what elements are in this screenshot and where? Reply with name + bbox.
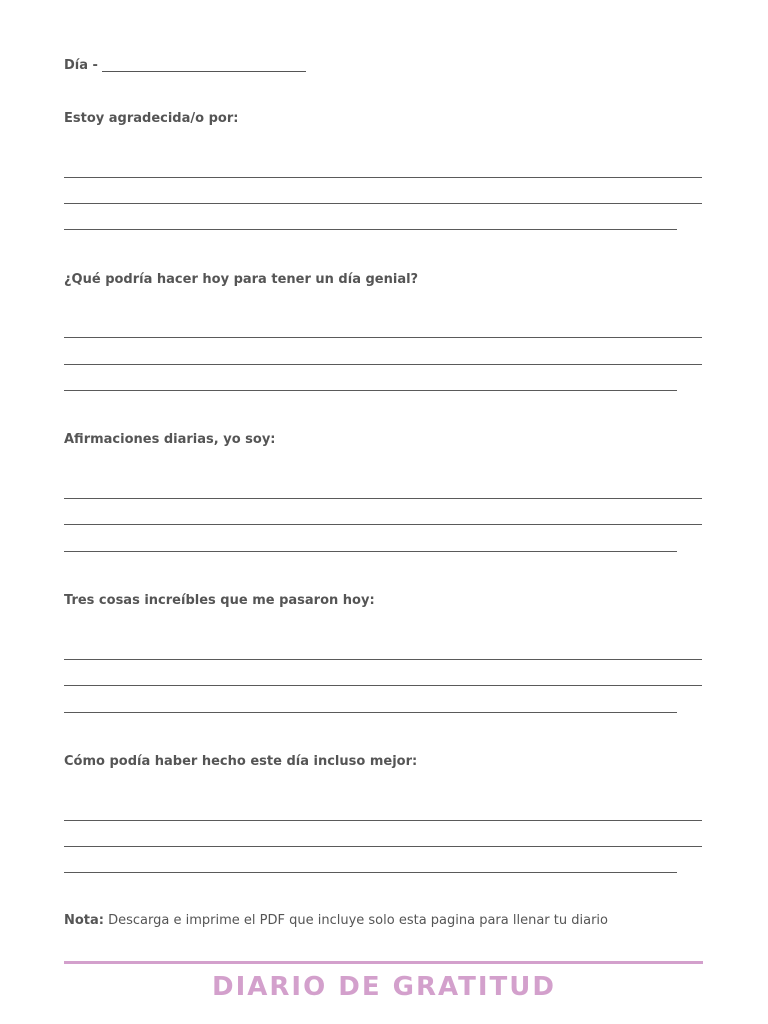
section-5-line-3[interactable] [64, 872, 677, 873]
section-1-line-1[interactable] [64, 177, 702, 178]
note-label: Nota: [64, 913, 104, 928]
section-3-line-2[interactable] [64, 524, 702, 525]
section-1-prompt: Estoy agradecida/o por: [64, 111, 239, 126]
section-4-line-1[interactable] [64, 659, 702, 660]
section-2-line-1[interactable] [64, 337, 702, 338]
section-2-line-2[interactable] [64, 364, 702, 365]
date-input-line[interactable] [102, 71, 306, 72]
footer-title: DIARIO DE GRATITUD [212, 972, 556, 1002]
note-body: Descarga e imprime el PDF que incluye solo esta pagina para llenar tu diario [104, 913, 608, 928]
section-4-prompt: Tres cosas increíbles que me pasaron hoy: [64, 593, 375, 608]
section-2-prompt: ¿Qué podría hacer hoy para tener un día genial? [64, 272, 419, 287]
section-1-line-2[interactable] [64, 203, 702, 204]
date-label: Día - [64, 58, 98, 73]
section-5-prompt: Cómo podía haber hecho este día incluso mejor: [64, 754, 418, 769]
section-4-line-2[interactable] [64, 685, 702, 686]
section-5-line-2[interactable] [64, 846, 702, 847]
section-4-line-3[interactable] [64, 712, 677, 713]
section-2-line-3[interactable] [64, 390, 677, 391]
note-text [64, 913, 608, 928]
section-3-prompt: Afirmaciones diarias, yo soy: [64, 432, 276, 447]
section-1-line-3[interactable] [64, 229, 677, 230]
section-3-line-1[interactable] [64, 498, 702, 499]
section-5-line-1[interactable] [64, 820, 702, 821]
section-3-line-3[interactable] [64, 551, 677, 552]
footer-divider [64, 961, 703, 964]
